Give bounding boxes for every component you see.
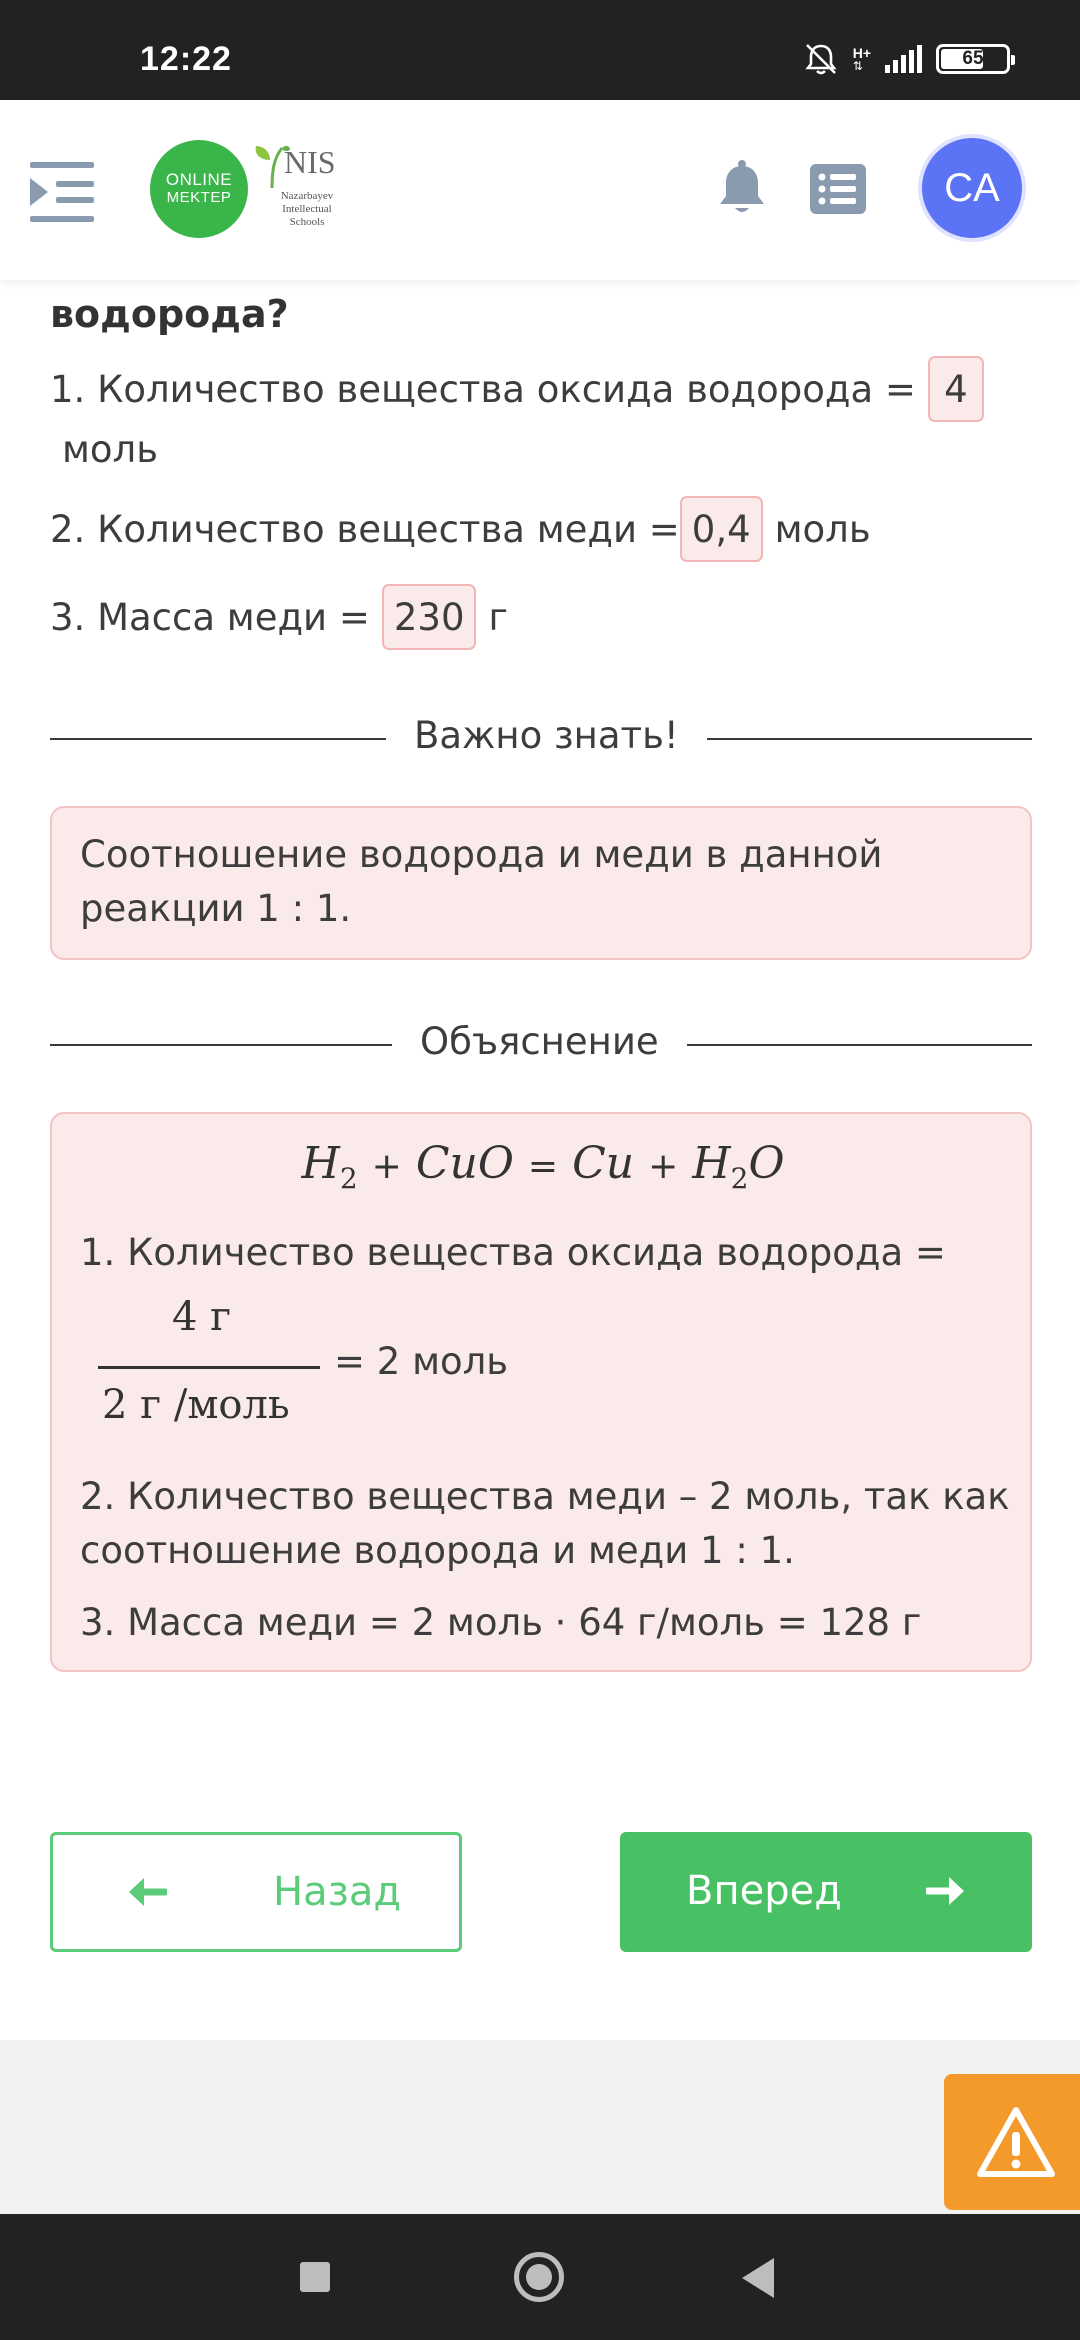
- explanation-step-2-line-1: 2. Количество вещества меди – 2 моль, так как: [80, 1475, 1010, 1518]
- signal-icon: [885, 45, 922, 73]
- status-time: 12:22: [140, 40, 232, 78]
- next-button[interactable]: [620, 1832, 1032, 1952]
- next-button-label: Вперед: [686, 1868, 842, 1914]
- notifications-bell-icon[interactable]: [712, 160, 772, 220]
- fraction-numerator: 4 г: [172, 1294, 232, 1340]
- network-type: H+ ⇅: [852, 45, 871, 73]
- online-mektep-logo[interactable]: ONLINE MEKTEP: [150, 140, 248, 238]
- nis-logo: NIS Nazarbayev Intellectual Schools: [252, 140, 342, 240]
- explanation-heading: Объяснение: [392, 1020, 687, 1063]
- important-heading: Важно знать!: [386, 714, 707, 757]
- reaction-equation: $H_2$ + CuO = $Cu + H_2O$: [301, 1138, 785, 1195]
- lesson-content: [0, 280, 1080, 2040]
- task-list-icon[interactable]: [810, 164, 866, 214]
- arrow-left-icon: [127, 1875, 167, 1909]
- answer-field-1[interactable]: 4: [928, 356, 984, 422]
- bell-muted-icon: [803, 42, 839, 76]
- answer-row-2: 2. Количество вещества меди = 0,4 моль: [50, 496, 871, 562]
- explanation-step-3: 3. Масса меди = 2 моль · 64 г/моль = 128 г: [80, 1601, 922, 1644]
- back-button-label: Назад: [273, 1869, 402, 1915]
- app-header: [0, 100, 1080, 280]
- back-button[interactable]: [50, 1832, 462, 1952]
- battery-icon: [936, 44, 1010, 74]
- status-icons: [803, 42, 1010, 76]
- important-note-line-2: реакции 1 : 1.: [80, 887, 352, 930]
- explanation-step-2-line-2: соотношение водорода и меди 1 : 1.: [80, 1529, 795, 1572]
- system-nav-bar: [0, 2214, 1080, 2340]
- fraction-line: [98, 1366, 320, 1369]
- answer-field-3[interactable]: 230: [382, 584, 477, 650]
- explanation-step-1: 1. Количество вещества оксида водорода =: [80, 1231, 946, 1274]
- back-nav-icon[interactable]: [742, 2258, 774, 2298]
- explanation-box: [50, 1112, 1032, 1672]
- warning-icon: [976, 2106, 1056, 2178]
- important-note-line-1: Соотношение водорода и меди в данной: [80, 833, 883, 876]
- battery-level: 65: [962, 48, 984, 69]
- answer-row-1-unit: моль: [62, 428, 159, 471]
- fraction-result: = 2 моль: [334, 1340, 509, 1383]
- important-note-box: [50, 806, 1032, 960]
- status-bar: [0, 0, 1080, 100]
- menu-toggle-icon[interactable]: [26, 160, 96, 224]
- answer-row-3: 3. Масса меди = 230 г: [50, 584, 508, 650]
- user-avatar[interactable]: CA: [918, 134, 1026, 242]
- arrow-right-icon: [926, 1874, 966, 1908]
- answer-field-2[interactable]: 0,4: [680, 496, 763, 562]
- question-text: водорода?: [50, 292, 289, 336]
- report-problem-button[interactable]: [944, 2074, 1080, 2210]
- fraction-denominator: 2 г /моль: [102, 1382, 290, 1428]
- answer-row-1: 1. Количество вещества оксида водорода = 4: [50, 356, 996, 422]
- recent-apps-icon[interactable]: [300, 2262, 330, 2292]
- home-icon[interactable]: [514, 2252, 564, 2302]
